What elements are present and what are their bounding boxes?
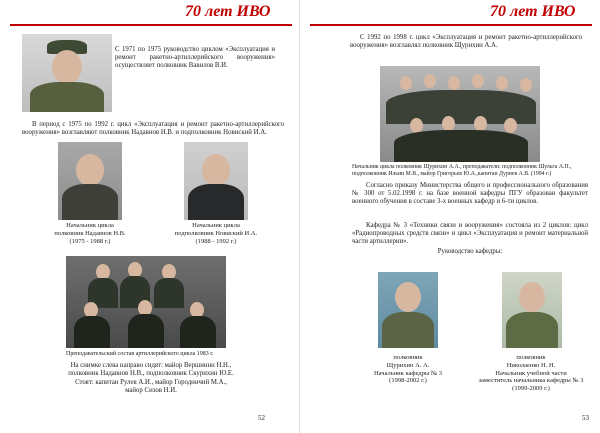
caption-line: Начальник кафедры № 3 [373, 369, 443, 377]
names-line: полковник Надавнов Н.В., подполковник Скурихин Ю.Е. [68, 370, 234, 378]
header-title-left: 70 лет ИВО [185, 3, 271, 20]
caption-line: (1988 - 1992 г.) [195, 237, 237, 245]
period-text: В период с 1975 по 1992 г. цикл «Эксплуатация и ремонт ракетно-артиллерийского вооружения» возглавляют полковник Надавнов Н.В. и подполковник Новиский И.А. [22, 121, 284, 136]
caption-line: (1998-2002 г.) [389, 377, 427, 385]
names-line: На снимке слева направо сидят: майор Вершинин Н.Н., [70, 362, 232, 369]
group-photo-caption: Преподавательский состав артиллерийского цикла 1983 г. [66, 351, 214, 357]
caption-line: (1975 - 1988 г.) [69, 237, 111, 245]
photo-caption-1994: Начальник цикла полковник Щурихин А.А., преподаватели: подполковник Шульга А.П., подполковник Ильин М.В., майор Григорьев Ю.А.,капитан Дурнев А.В. (1994 г.) [352, 164, 572, 177]
caption-line: Щурихин А. А. [386, 361, 430, 369]
group-names [40, 362, 262, 396]
names-line: майор Сизов Н.И. [125, 387, 177, 395]
caption-line: Начальник учебной части [495, 369, 567, 377]
paragraph-2: Кафедра № 3 «Техники связи и вооружения» состояла из 2 циклов: цикл «Радиопроводных средств связи» и цикл «Эксплуатация и ремонт материальной части артиллерии». [352, 222, 588, 245]
caption-line: подполковник Новиский И.А. [174, 229, 258, 237]
paragraph-1: Согласно приказу Министерства общего и профессионального образования № 300 от 5.02.1998 г. на базе военной кафедры ПГУ образован факультет военного обучения в составе 3-х военных кафедр и 6-ти циклов. [352, 182, 588, 205]
portrait-noviskiy [184, 142, 248, 220]
portrait-vavilov [22, 34, 112, 112]
intro-text: С 1971 по 1975 руководство циклом «Эксплуатация и ремонт ракетно-артиллерийского вооружения» осуществляет полковник Вавилов В.И. [115, 46, 275, 69]
caption-line: полковник [516, 354, 546, 361]
caption-line: заместитель начальника кафедры № 3 [478, 377, 584, 385]
names-line: Стоят: капитан Рулев А.И., майор Городничий М.А., [75, 378, 227, 386]
leadership-heading: Руководство кафедры: [437, 248, 503, 255]
caption-line: Николаенко Н. Н. [506, 361, 556, 369]
caption-line: Начальник цикла [192, 222, 240, 229]
header-rule-left [10, 24, 292, 26]
intro-text-right: С 1992 по 1998 г. цикл «Эксплуатация и ремонт ракетно-артиллерийского вооружения» возглавлял полковник Щурихин А.А. [350, 34, 582, 49]
caption-line: полковник Надавнов Н.В. [54, 229, 126, 237]
group-photo-1983 [66, 256, 226, 348]
portrait-nadavnov [58, 142, 122, 220]
header-rule-right [310, 24, 592, 26]
caption-noviskiy [156, 222, 276, 245]
caption-shchurikhin [348, 354, 468, 385]
caption-nadavnov [30, 222, 150, 245]
caption-line: полковник [393, 354, 423, 361]
header-title-right: 70 лет ИВО [490, 3, 576, 20]
portrait-nikolaenko [502, 272, 562, 348]
caption-nikolaenko [466, 354, 596, 393]
page-number-left: 52 [258, 414, 265, 422]
caption-line: (1999-2009 г.) [512, 385, 550, 393]
portrait-shchurikhin [378, 272, 438, 348]
page-number-right: 53 [582, 414, 589, 422]
right-page [300, 0, 600, 433]
caption-line: Начальник цикла [66, 222, 114, 229]
group-photo-1994 [380, 66, 540, 162]
